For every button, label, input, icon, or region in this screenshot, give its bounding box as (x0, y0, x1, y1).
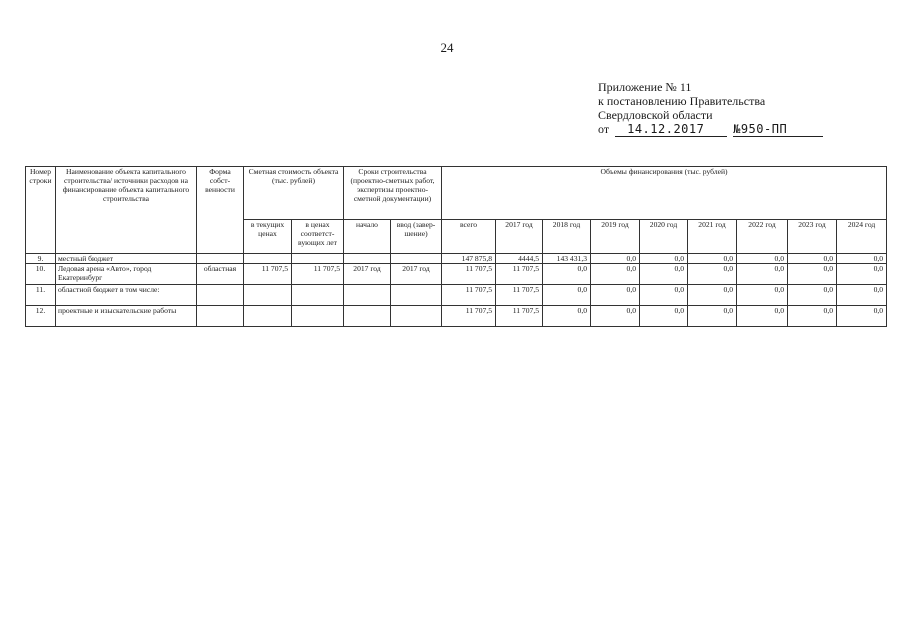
row-total: 147 875,8 (442, 254, 496, 264)
row-period-end: 2017 год (391, 264, 442, 285)
row-ownership (197, 285, 244, 306)
row-year-value: 0,0 (788, 254, 837, 264)
header-year: 2019 год (591, 220, 640, 254)
row-year-value: 0,0 (837, 306, 887, 327)
table-row (26, 254, 887, 264)
header-cost-relevant: в ценах соответст-вующих лет (292, 220, 344, 254)
header-total: всего (442, 220, 496, 254)
header-year: 2022 год (737, 220, 788, 254)
row-year-value: 0,0 (591, 306, 640, 327)
row-year-value: 0,0 (591, 285, 640, 306)
row-cost-current (244, 285, 292, 306)
row-number: 12. (26, 306, 56, 327)
header-year: 2020 год (640, 220, 688, 254)
row-year-value: 0,0 (737, 285, 788, 306)
appendix-header (598, 80, 858, 137)
resolution-date: 14.12.2017 (615, 123, 727, 137)
row-cost-relevant (292, 306, 344, 327)
row-name: Ледовая арена «Авто», город Екатеринбург (56, 264, 197, 285)
row-year-value: 0,0 (591, 264, 640, 285)
row-period-end (391, 285, 442, 306)
date-prefix: от (598, 122, 610, 136)
header-year: 2021 год (688, 220, 737, 254)
header-period-start: начало (344, 220, 391, 254)
row-year-value: 0,0 (688, 285, 737, 306)
row-ownership (197, 306, 244, 327)
row-period-start: 2017 год (344, 264, 391, 285)
row-year-value: 0,0 (837, 254, 887, 264)
header-cost-current: в текущих ценах (244, 220, 292, 254)
row-ownership: областная (197, 264, 244, 285)
header-object-name: Наименование объекта капитального строительства/ источники расходов на финансирование объекта капитального строительства (56, 167, 197, 254)
row-cost-current: 11 707,5 (244, 264, 292, 285)
appendix-title: Приложение № 11 (598, 80, 692, 94)
header-year: 2018 год (543, 220, 591, 254)
row-year-value: 0,0 (688, 306, 737, 327)
row-period-start (344, 254, 391, 264)
resolution-number: №950-ПП (733, 123, 823, 137)
row-year-value: 0,0 (688, 264, 737, 285)
row-period-start (344, 306, 391, 327)
row-year-value: 0,0 (640, 306, 688, 327)
row-period-end (391, 254, 442, 264)
row-cost-current (244, 306, 292, 327)
header-period-end: ввод (завер-шение) (391, 220, 442, 254)
row-cost-relevant (292, 285, 344, 306)
row-year-value: 0,0 (543, 306, 591, 327)
row-year-value: 0,0 (737, 264, 788, 285)
row-year-value: 11 707,5 (496, 285, 543, 306)
row-year-value: 4444,5 (496, 254, 543, 264)
header-ownership: Форма собст-венности (197, 167, 244, 254)
row-ownership (197, 254, 244, 264)
appendix-region: Свердловской области (598, 108, 713, 122)
header-year: 2017 год (496, 220, 543, 254)
row-number: 11. (26, 285, 56, 306)
row-year-value: 0,0 (688, 254, 737, 264)
row-year-value: 0,0 (591, 254, 640, 264)
row-period-start (344, 285, 391, 306)
row-cost-relevant: 11 707,5 (292, 264, 344, 285)
row-year-value: 0,0 (788, 264, 837, 285)
table-header-row (26, 167, 887, 220)
row-year-value: 0,0 (640, 285, 688, 306)
row-year-value: 0,0 (543, 285, 591, 306)
row-year-value: 0,0 (837, 285, 887, 306)
table-row (26, 264, 887, 285)
row-year-value: 143 431,3 (543, 254, 591, 264)
row-cost-current (244, 254, 292, 264)
row-year-value: 0,0 (737, 254, 788, 264)
row-name: проектные и изыскательские работы (56, 306, 197, 327)
row-total: 11 707,5 (442, 264, 496, 285)
row-year-value: 0,0 (640, 264, 688, 285)
row-name: местный бюджет (56, 254, 197, 264)
row-name: областной бюджет в том числе: (56, 285, 197, 306)
row-period-end (391, 306, 442, 327)
header-estimated-cost: Сметная стоимость объекта (тыс. рублей) (244, 167, 344, 220)
row-year-value: 11 707,5 (496, 264, 543, 285)
header-funding-volume: Объемы финансирования (тыс. рублей) (442, 167, 887, 220)
page-number: 24 (440, 40, 454, 55)
row-total: 11 707,5 (442, 306, 496, 327)
row-year-value: 0,0 (543, 264, 591, 285)
appendix-resolution: к постановлению Правительства (598, 94, 766, 108)
header-row-number: Номер строки (26, 167, 56, 254)
row-number: 10. (26, 264, 56, 285)
row-year-value: 0,0 (737, 306, 788, 327)
header-year: 2023 год (788, 220, 837, 254)
row-year-value: 0,0 (640, 254, 688, 264)
row-year-value: 0,0 (788, 285, 837, 306)
table-row (26, 285, 887, 306)
row-year-value: 0,0 (788, 306, 837, 327)
row-number: 9. (26, 254, 56, 264)
row-total: 11 707,5 (442, 285, 496, 306)
row-year-value: 11 707,5 (496, 306, 543, 327)
appendix-date-line (598, 122, 858, 137)
financing-table (25, 166, 887, 327)
row-cost-relevant (292, 254, 344, 264)
header-construction-period: Сроки строительства (проектно-сметных работ, экспертизы проектно-сметной документации) (344, 167, 442, 220)
table-row (26, 306, 887, 327)
row-year-value: 0,0 (837, 264, 887, 285)
header-year: 2024 год (837, 220, 887, 254)
